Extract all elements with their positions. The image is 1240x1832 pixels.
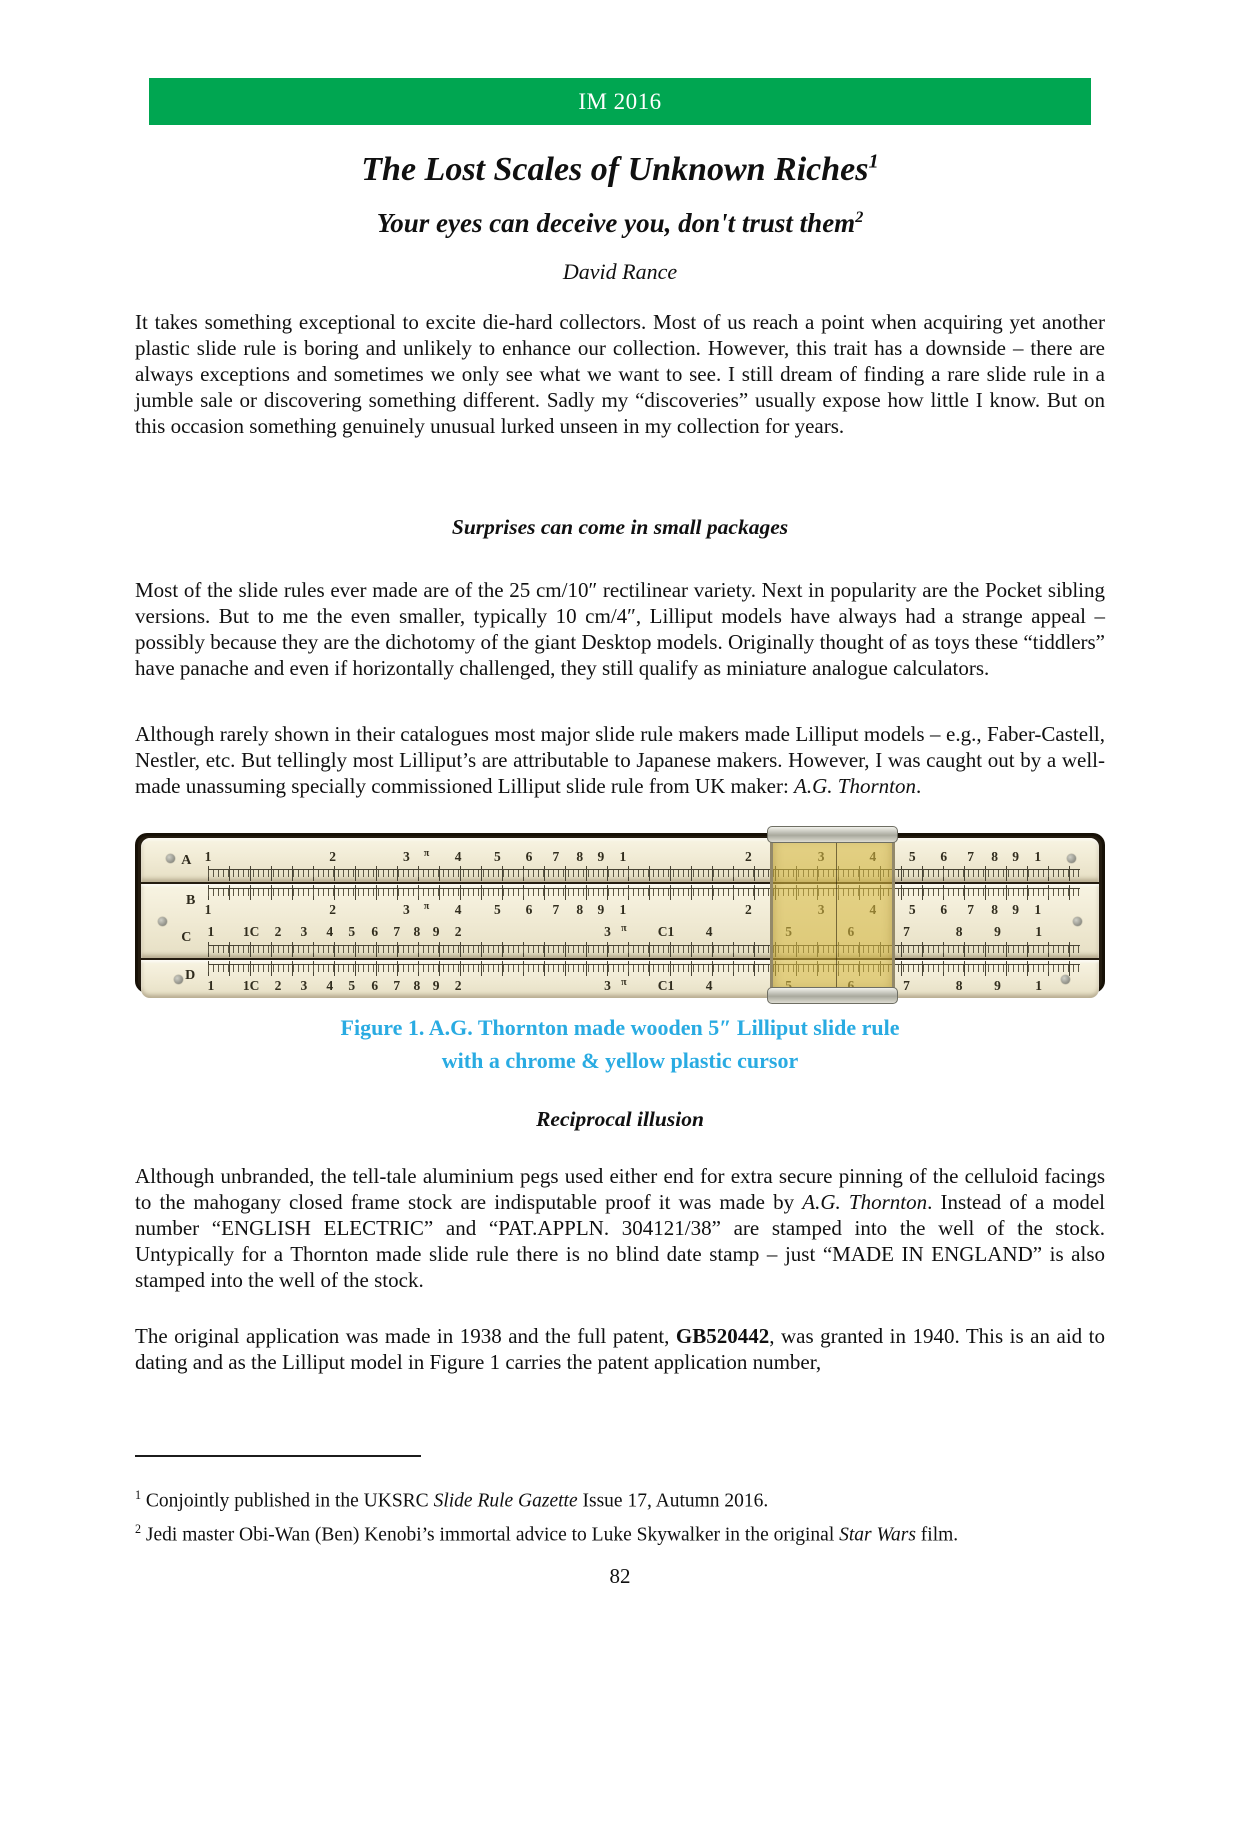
footnote-separator <box>135 1455 421 1457</box>
scale-number: 1 <box>619 901 627 917</box>
scale-number: 7 <box>393 923 401 939</box>
scale-number: 1 <box>1034 848 1042 864</box>
scale-number: 1C <box>242 923 260 939</box>
scale-label-d: D <box>185 967 196 983</box>
paragraph-patent-end: , was granted in 1940. This is an aid to dating and as the Lilliput model in Figure 1 carries the patent application number, <box>135 1323 1105 1374</box>
scale-number: 9 <box>432 923 440 939</box>
title-footnote-ref: 1 <box>868 150 879 173</box>
scale-numbers-d <box>141 978 1099 994</box>
scale-number: 5 <box>348 977 356 993</box>
scale-number: 9 <box>597 901 605 917</box>
paragraph-makers-end: . <box>915 773 922 798</box>
scale-number: 5 <box>494 901 501 917</box>
scale-number: 2 <box>329 901 336 917</box>
scale-number: 4 <box>326 977 334 993</box>
patent-number-bold: GB520442 <box>675 1323 770 1348</box>
paragraph-unbranded <box>135 1163 1105 1293</box>
footnote-1-text: Conjointly published in the UKSRC <box>141 1490 434 1512</box>
paragraph-intro: It takes something exceptional to excite die-hard collectors. Most of us reach a point when acquiring yet another plastic slide rule is boring and unlikely to enhance our collection. However, this trait has a downside – there are always exceptions and sometimes we only see what we want to see. I still dream of finding a rare slide rule in a jumble sale or discovering something different. Sadly my “discoveries” usually expose how little I know. But on this occasion something genuinely unusual lurked unseen in my collection for years. <box>135 309 1105 438</box>
author-name: David Rance <box>562 258 678 284</box>
cursor-chrome-cap-top <box>767 826 898 843</box>
scale-number: 4 <box>326 923 334 939</box>
scale-number: 1 <box>204 848 212 864</box>
article-subtitle-text: Your eyes can deceive you, don't trust them <box>376 207 856 238</box>
scale-number: 2 <box>454 923 462 939</box>
conference-title: IM 2016 <box>578 88 662 114</box>
scale-label-c: C <box>181 929 192 945</box>
scale-numbers-b <box>141 902 1099 918</box>
scale-number: 4 <box>454 901 462 917</box>
article-title-text: The Lost Scales of Unknown Riches <box>361 151 869 188</box>
scale-number: 6 <box>940 848 948 864</box>
scale-number: π <box>423 900 430 912</box>
scale-number: C1 <box>657 923 675 939</box>
scale-number: 4 <box>454 848 462 864</box>
scale-number: 8 <box>991 901 998 917</box>
scale-number: 1 <box>1035 923 1043 939</box>
scale-number: 1C <box>242 977 260 993</box>
gazette-title-italic: Slide Rule Gazette <box>433 1490 578 1512</box>
scale-numbers-a <box>141 849 1099 865</box>
scale-number: 8 <box>576 901 584 917</box>
footnote-2-text: Jedi master Obi-Wan (Ben) Kenobi’s immortal advice to Luke Skywalker in the original <box>141 1524 840 1546</box>
paragraph-patent-text: The original application was made in 1938 and the full patent, <box>135 1323 676 1348</box>
footnote-1-marker: 1 <box>135 1487 142 1502</box>
scale-number: 7 <box>967 848 974 864</box>
scale-number: C1 <box>657 977 675 993</box>
scale-number: 7 <box>967 901 974 917</box>
document-page <box>0 78 1240 1832</box>
scale-number: 4 <box>705 977 713 993</box>
paragraph-makers <box>135 721 1105 799</box>
footnote-2-marker: 2 <box>135 1522 142 1537</box>
scale-number: 3 <box>604 923 611 939</box>
section-heading-surprises: Surprises can come in small packages <box>451 514 789 539</box>
scale-number: 2 <box>329 848 336 864</box>
scale-number: 5 <box>908 848 916 864</box>
page-number: 82 <box>609 1563 631 1588</box>
subtitle-footnote-ref: 2 <box>855 207 864 226</box>
scale-numbers-c <box>141 924 1099 940</box>
scale-number: 9 <box>1012 848 1020 864</box>
scale-number: 9 <box>597 848 605 864</box>
scale-number: 1 <box>1035 977 1043 993</box>
slide-rule-top-stator <box>141 838 1099 882</box>
section-heading-reciprocal: Reciprocal illusion <box>536 1106 704 1131</box>
scale-number: 7 <box>903 923 910 939</box>
scale-number: 7 <box>552 901 560 917</box>
slide-rule-cursor <box>767 826 898 1004</box>
scale-label-a: A <box>181 852 192 868</box>
scale-number: 9 <box>994 977 1001 993</box>
footnote-1-end: Issue 17, Autumn 2016. <box>577 1490 769 1512</box>
maker-name-italic: A.G. Thornton <box>794 773 916 798</box>
scale-number: 6 <box>371 977 379 993</box>
figure-caption-line1: Figure 1. A.G. Thornton made wooden 5″ Lilliput slide rule <box>340 1014 900 1040</box>
footnote-2-end: film. <box>915 1524 959 1546</box>
paragraph-unbranded-text: Although unbranded, the tell-tale aluminium pegs used either end for extra secure pinning of the celluloid facings to the mahogany closed frame stock are indisputable proof it was made by <box>135 1163 1105 1214</box>
scale-number: 8 <box>991 848 998 864</box>
scale-number: 1 <box>204 901 212 917</box>
scale-number: 1 <box>207 923 215 939</box>
figure-caption <box>135 1011 1105 1077</box>
slide-rule-bottom-stator <box>141 960 1099 998</box>
scale-number: 2 <box>274 977 282 993</box>
tick-band <box>208 961 1080 976</box>
paragraph-patent <box>135 1323 1105 1375</box>
scale-number: 2 <box>744 848 752 864</box>
scale-number: π <box>621 922 627 934</box>
scale-number: 7 <box>903 977 910 993</box>
scale-number: π <box>423 847 430 859</box>
scale-number: 8 <box>576 848 584 864</box>
scale-number: 6 <box>525 848 533 864</box>
tick-band <box>208 866 1080 881</box>
scale-number: 5 <box>908 901 916 917</box>
tick-band <box>208 885 1080 900</box>
scale-number: 6 <box>525 901 533 917</box>
article-title <box>135 149 1105 192</box>
scale-number: 2 <box>454 977 462 993</box>
scale-number: 6 <box>940 901 948 917</box>
scale-number: 2 <box>744 901 752 917</box>
paragraph-lilliput: Most of the slide rules ever made are of the 25 cm/10″ rectilinear variety. Next in popularity are the Pocket sibling versions. But to me the even smaller, typically 10 cm/4″, Lilliput models have always had a strange appeal – possibly because they are the dichotomy of the giant Desktop models. Originally thought of as toys these “tiddlers” have panache and even if horizontally challenged, they still qualify as miniature analogue calculators. <box>135 577 1105 680</box>
footnote-2 <box>135 1515 1105 1550</box>
scale-number: 8 <box>955 977 963 993</box>
scale-number: 7 <box>393 977 401 993</box>
scale-number: 4 <box>705 923 713 939</box>
article-subtitle <box>135 206 1105 241</box>
scale-number: 3 <box>402 848 410 864</box>
figure-1 <box>135 833 1105 1077</box>
scale-number: 3 <box>300 923 308 939</box>
cursor-yellow-window <box>770 839 895 991</box>
scale-number: 5 <box>348 923 356 939</box>
scale-number: 7 <box>552 848 560 864</box>
scale-number: 6 <box>371 923 379 939</box>
paragraph-makers-text: Although rarely shown in their catalogues most major slide rule makers made Lilliput models – e.g., Faber-Castell, Nestler, etc. But tellingly most Lilliput’s are attributable to Japanese makers. However, I was caught out by a well-made unassuming specially commissioned Lilliput slide rule from UK maker: <box>135 721 1105 798</box>
slide-rule-photo <box>135 833 1105 993</box>
cursor-hairline <box>836 841 838 989</box>
star-wars-italic: Star Wars <box>839 1524 916 1546</box>
tick-band <box>208 942 1080 957</box>
scale-number: 9 <box>432 977 440 993</box>
conference-header-bar <box>149 78 1091 125</box>
paragraph-unbranded-end: . Instead of a model number “ENGLISH ELECTRIC” and “PAT.APPLN. 304121/38” are stamped into the well of the stock. Untypically for a Thornton made slide rule there is no blind date stamp – just “MADE IN ENGLAND” is also stamped into the well of the stock. <box>135 1189 1105 1292</box>
maker-name-italic: A.G. Thornton <box>802 1189 928 1214</box>
scale-number: 1 <box>207 977 215 993</box>
scale-number: 1 <box>1034 901 1042 917</box>
scale-number: 3 <box>402 901 410 917</box>
scale-number: 3 <box>300 977 308 993</box>
scale-number: 5 <box>494 848 501 864</box>
cursor-chrome-cap-bottom <box>767 987 898 1004</box>
scale-label-b: B <box>186 892 196 908</box>
scale-number: 8 <box>955 923 963 939</box>
scale-number: 8 <box>413 977 421 993</box>
scale-number: 1 <box>619 848 627 864</box>
figure-caption-line2: with a chrome & yellow plastic cursor <box>441 1047 799 1073</box>
scale-number: 3 <box>604 977 611 993</box>
slide-rule-slide <box>141 884 1099 958</box>
scale-number: π <box>621 976 627 988</box>
footnotes <box>135 1481 1105 1550</box>
scale-number: 2 <box>274 923 282 939</box>
footnote-1 <box>135 1481 1105 1516</box>
scale-number: 8 <box>413 923 421 939</box>
scale-number: 9 <box>994 923 1001 939</box>
scale-number: 9 <box>1012 901 1020 917</box>
